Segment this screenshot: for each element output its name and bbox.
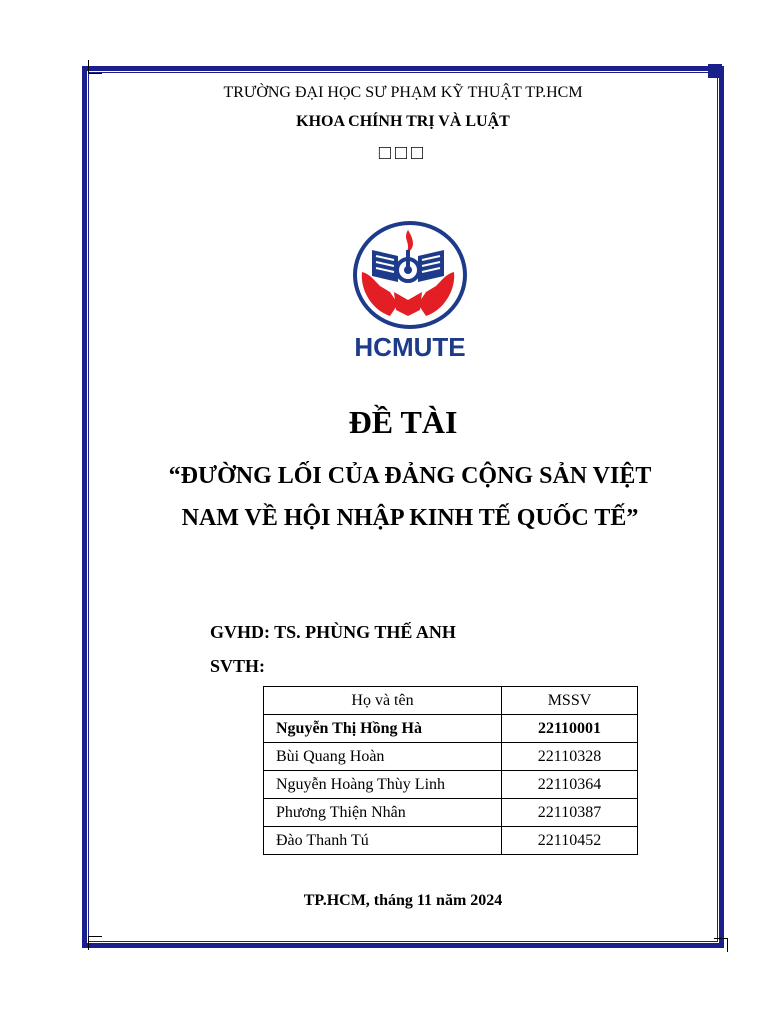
topic-title-line-1: “ĐƯỜNG LỐI CỦA ĐẢNG CỘNG SẢN VIỆT — [168, 463, 652, 489]
header-name: Họ và tên — [264, 687, 502, 715]
student-name: Đào Thanh Tú — [264, 827, 502, 855]
topic-label: ĐỀ TÀI — [348, 404, 458, 440]
corner-mark-top-right — [708, 64, 722, 78]
header-id: MSSV — [502, 687, 638, 715]
advisor-line: GVHD: TS. PHÙNG THẾ ANH — [210, 622, 456, 642]
corner-mark-top-left — [88, 60, 102, 74]
table-row — [264, 715, 638, 743]
table-row — [264, 743, 638, 771]
student-id: 22110387 — [502, 799, 638, 827]
table-row — [264, 771, 638, 799]
student-id: 22110452 — [502, 827, 638, 855]
student-name: Phương Thiện Nhân — [264, 799, 502, 827]
student-name: Nguyễn Hoàng Thùy Linh — [264, 771, 502, 799]
student-name: Bùi Quang Hoàn — [264, 743, 502, 771]
logo-text: HCMUTE — [354, 332, 466, 360]
ornament-glyphs: □□□ — [378, 142, 428, 164]
student-table — [263, 686, 638, 855]
students-label: SVTH: — [210, 656, 266, 676]
school-name: TRƯỜNG ĐẠI HỌC SƯ PHẠM KỸ THUẬT TP.HCM — [223, 84, 583, 101]
student-id: 22110001 — [502, 715, 638, 743]
student-id: 22110328 — [502, 743, 638, 771]
table-row — [264, 799, 638, 827]
corner-mark-bottom-left — [88, 936, 102, 950]
table-row — [264, 827, 638, 855]
corner-mark-bottom-right — [714, 938, 728, 952]
topic-title — [130, 455, 690, 539]
student-name: Nguyễn Thị Hồng Hà — [264, 715, 502, 743]
topic-title-line-2: NAM VỀ HỘI NHẬP KINH TẾ QUỐC TẾ” — [181, 505, 639, 531]
table-header-row — [264, 687, 638, 715]
hcmute-logo — [350, 220, 470, 360]
student-id: 22110364 — [502, 771, 638, 799]
place-date: TP.HCM, tháng 11 năm 2024 — [303, 892, 503, 909]
faculty-name: KHOA CHÍNH TRỊ VÀ LUẬT — [296, 113, 510, 130]
